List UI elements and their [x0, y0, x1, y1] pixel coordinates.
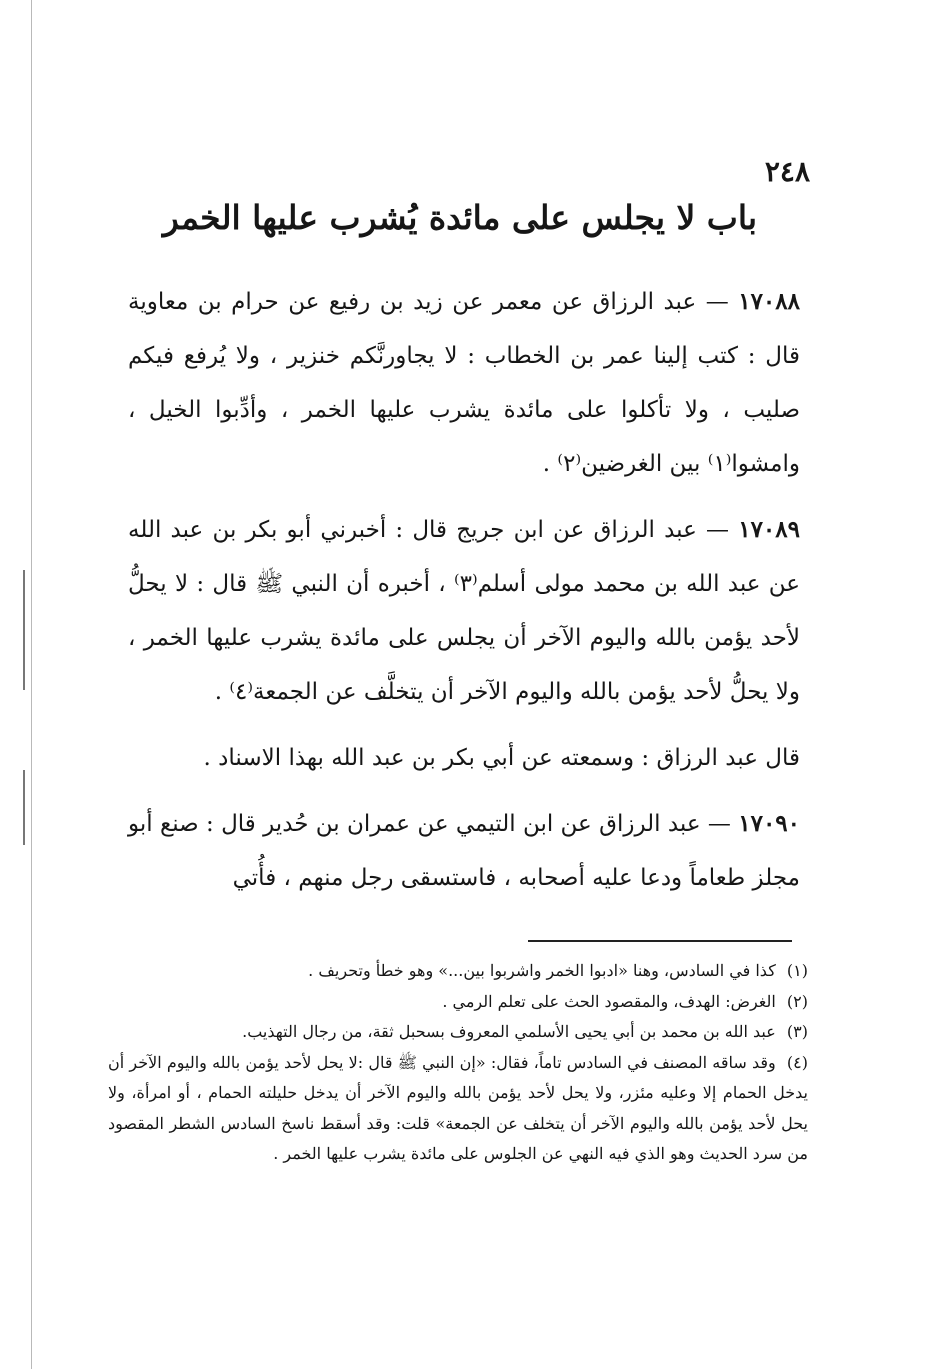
- page-number: ٢٤٨: [764, 155, 810, 188]
- footnote-marker: (٢): [786, 991, 808, 1011]
- footnote-2: [108, 987, 808, 1018]
- footnotes: [108, 956, 808, 1170]
- footnote-text: وقد ساقه المصنف في السادس تاماً، فقال: «إن النبي ﷺ قال :لا يحل لأحد يؤمن بالله واليوم الآخر أن يدخل الحمام إلا وعليه مئزر، ولا يحل لأحد يؤمن بالله واليوم الآخر أن يدخل حليلته الحمام ، أو امرأة، ولا يحل لأحد يؤمن بالله واليوم الآخر أن يتخلف عن الجمعة» قلت: وقد أسقط ناسخ السادس الشطر المقصود من سرد الحديث وهو الذي فيه النهي عن الجلوس على مائدة يشرب عليها الخمر .: [108, 1052, 809, 1163]
- footnote-3: [108, 1017, 808, 1048]
- hadith-text: عبد الرزاق عن ابن التيمي عن عمران بن حُدير قال : صنع أبو مجلز طعاماً ودعا عليه أصحابه ، فاستسقى رجل منهم ، فأُتي: [128, 811, 800, 891]
- scan-gutter-line: [31, 0, 32, 1369]
- footnote-marker: (٣): [786, 1022, 808, 1041]
- chapter-title: باب لا يجلس على مائدة يُشرب عليها الخمر: [162, 198, 758, 237]
- hadith-text: عبد الرزاق عن ابن جريج قال : أخبرني أبو بكر بن عبد الله عن عبد الله بن محمد مولى أسلم⁽٣⁾ ، أخبره أن النبي ﷺ قال : لا يحلُّ لأحد يؤمن بالله واليوم الآخر أن يجلس على مائدة يشرب عليها الخمر ، ولا يحلُّ لأحد يؤمن بالله واليوم الآخر أن يتخلَّف عن الجمعة⁽٤⁾ .: [128, 517, 800, 705]
- footnote-1: [108, 956, 808, 987]
- narrator-note: [128, 731, 800, 785]
- hadith-dash: —: [696, 517, 730, 543]
- hadith-number: ١٧٠٩٠: [738, 810, 801, 837]
- scan-mark-lower: [23, 770, 25, 845]
- hadith-17089: [128, 503, 800, 719]
- footnote-text: الغرض: الهدف، والمقصود الحث على تعلم الرمي .: [442, 991, 776, 1011]
- hadith-number: ١٧٠٨٩: [738, 516, 800, 543]
- hadith-17090: [128, 797, 800, 905]
- footnote-separator: [528, 940, 792, 942]
- hadith-17088: [128, 275, 800, 491]
- hadith-number: ١٧٠٨٨: [738, 288, 800, 315]
- hadith-dash: —: [700, 811, 731, 837]
- hadith-text: قال عبد الرزاق : وسمعته عن أبي بكر بن عبد الله بهذا الاسناد .: [203, 745, 800, 771]
- footnote-text: كذا في السادس، وهنا «ادبوا الخمر واشربوا بين...» وهو خطأ وتحريف .: [308, 961, 776, 980]
- main-text: [128, 275, 800, 917]
- hadith-text: عبد الرزاق عن معمر عن زيد بن رفيع عن حرام بن معاوية قال : كتب إلينا عمر بن الخطاب : لا يجاورنَّكم خنزير ، ولا يُرفع فيكم صليب ، ولا تأكلوا على مائدة يشرب عليها الخمر ، وأدِّبوا الخيل ، وامشوا⁽١⁾ بين الغرضين⁽٢⁾ .: [128, 289, 800, 477]
- footnote-marker: (٤): [786, 1052, 808, 1072]
- footnote-text: عبد الله بن محمد بن أبي يحيى الأسلمي المعروف بسحبل ثقة، من رجال التهذيب.: [242, 1022, 776, 1041]
- scan-mark-upper: [23, 570, 25, 690]
- footnote-4: [108, 1048, 808, 1170]
- footnote-marker: (١): [786, 961, 808, 980]
- hadith-dash: —: [696, 289, 729, 315]
